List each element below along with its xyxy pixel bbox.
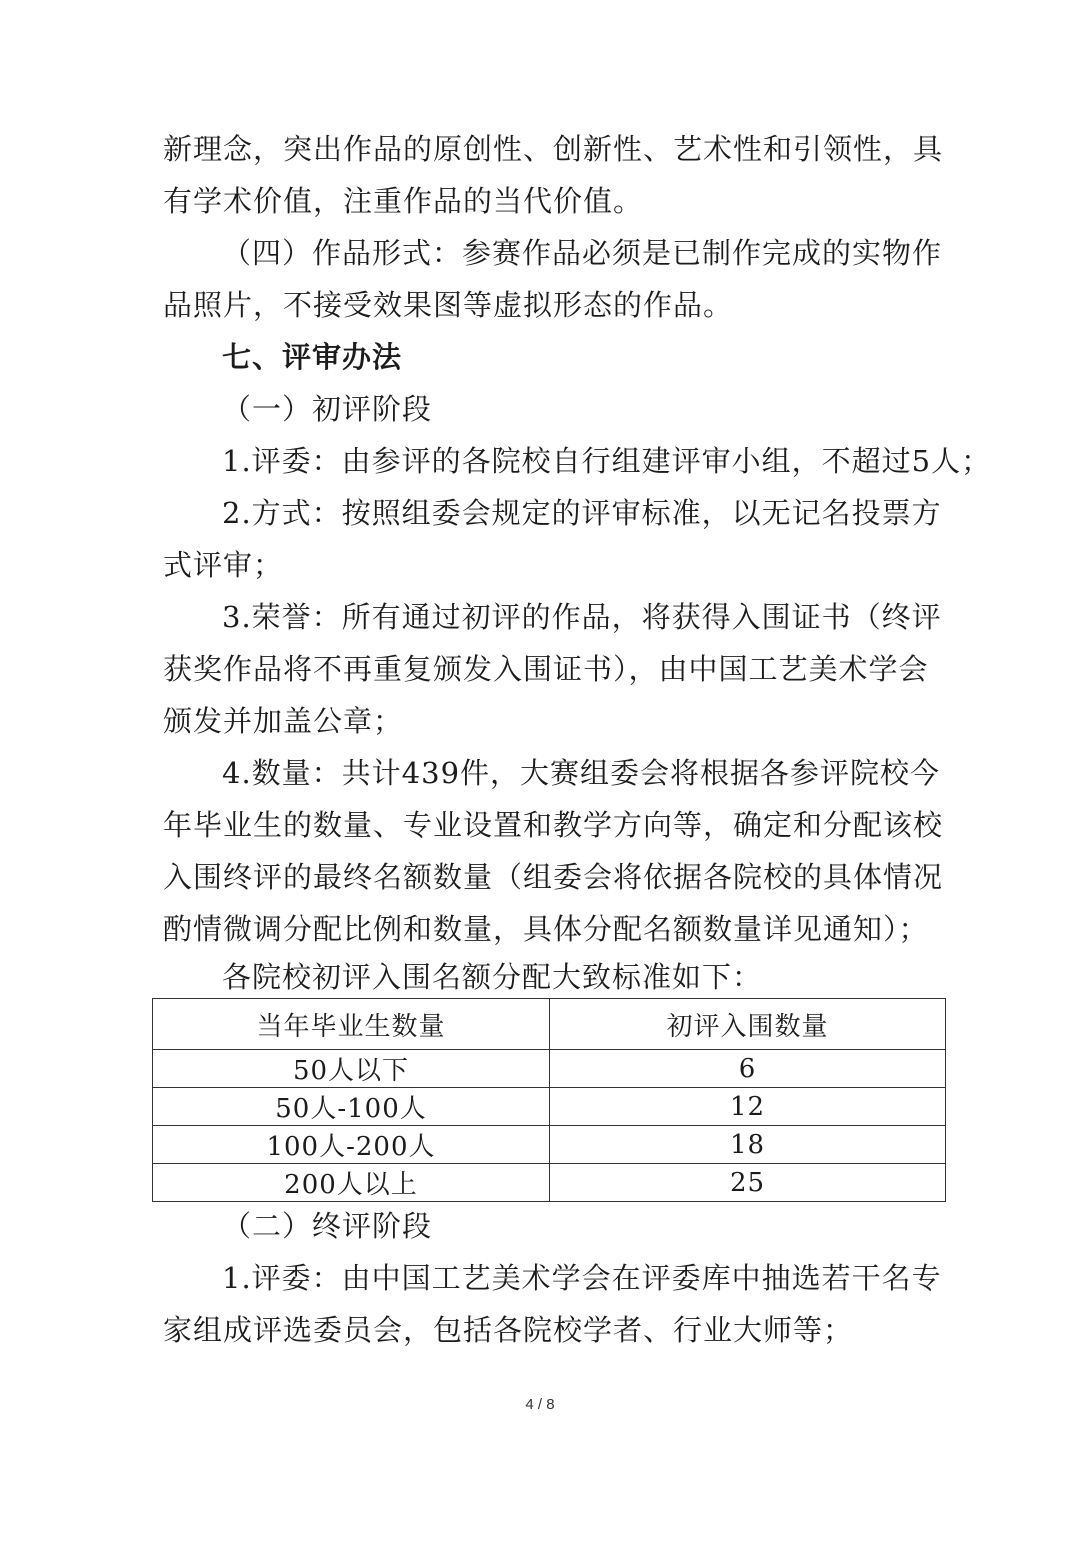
paragraph-line: 2.方式：按照组委会规定的评审标准，以无记名投票方	[222, 496, 942, 530]
table-cell: 18	[550, 1126, 946, 1164]
paragraph-line: 有学术价值，注重作品的当代价值。	[163, 184, 644, 218]
paragraph-line: 颁发并加盖公章；	[163, 704, 404, 738]
paragraph-line: 3.荣誉：所有通过初评的作品，将获得入围证书（终评	[222, 600, 942, 634]
table-cell: 50人-100人	[153, 1088, 550, 1126]
table-cell: 200人以上	[153, 1164, 550, 1202]
table-header-row	[153, 999, 946, 1050]
paragraph-line: 1.评委：由中国工艺美术学会在评委库中抽选若干名专	[222, 1261, 942, 1295]
paragraph-line: 新理念，突出作品的原创性、创新性、艺术性和引领性，具	[163, 132, 944, 166]
subsection-heading: （一）初评阶段	[222, 392, 433, 426]
table-cell: 6	[550, 1050, 946, 1088]
table-caption: 各院校初评入围名额分配大致标准如下：	[222, 960, 763, 994]
table-header-graduates: 当年毕业生数量	[153, 999, 550, 1050]
subsection-heading: （二）终评阶段	[222, 1209, 433, 1243]
table-cell: 25	[550, 1164, 946, 1202]
table-header-quota: 初评入围数量	[550, 999, 946, 1050]
paragraph-line: 获奖作品将不再重复颁发入围证书），由中国工艺美术学会	[163, 652, 929, 686]
paragraph-line: 品照片，不接受效果图等虚拟形态的作品。	[163, 288, 734, 322]
table-row	[153, 1164, 946, 1202]
table-cell: 50人以下	[153, 1050, 550, 1088]
paragraph-line: 年毕业生的数量、专业设置和教学方向等，确定和分配该校	[163, 808, 944, 842]
paragraph-line: 式评审；	[163, 548, 284, 582]
table-row	[153, 1050, 946, 1088]
quota-table	[152, 998, 946, 1202]
table-row	[153, 1126, 946, 1164]
paragraph-line: 酌情微调分配比例和数量，具体分配名额数量详见通知）；	[163, 912, 929, 946]
table-row	[153, 1088, 946, 1126]
table-cell: 12	[550, 1088, 946, 1126]
paragraph-line: 1.评委：由参评的各院校自行组建评审小组，不超过5人；	[222, 444, 992, 478]
paragraph-line: （四）作品形式：参赛作品必须是已制作完成的实物作	[222, 236, 943, 270]
paragraph-line: 家组成评选委员会，包括各院校学者、行业大师等；	[163, 1313, 854, 1347]
paragraph-line: 4.数量：共计439件，大赛组委会将根据各参评院校今	[222, 756, 941, 790]
section-heading: 七、评审办法	[222, 340, 403, 374]
table-cell: 100人-200人	[153, 1126, 550, 1164]
page-number: 4 / 8	[525, 1396, 555, 1413]
paragraph-line: 入围终评的最终名额数量（组委会将依据各院校的具体情况	[163, 860, 944, 894]
